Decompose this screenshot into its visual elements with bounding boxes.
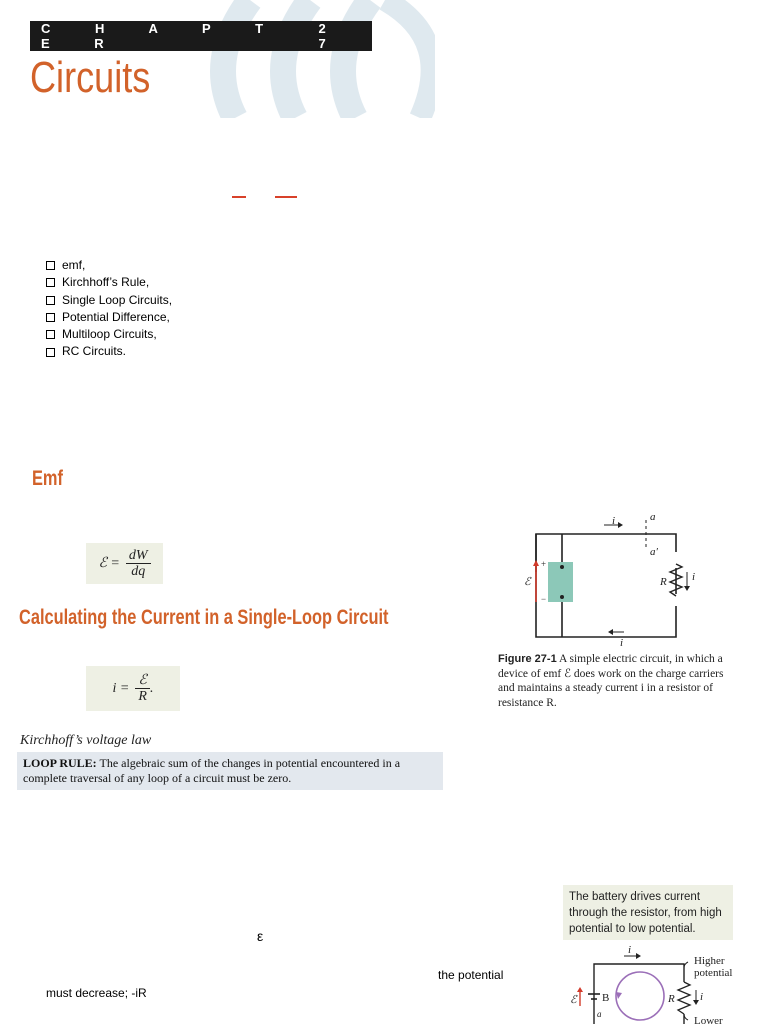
figure-label: Figure 27-1 [498, 653, 557, 665]
chapter-label: C H A P T E R [41, 21, 284, 51]
loop-circuit-figure [566, 944, 768, 1024]
loop-rule-label: LOOP RULE: [23, 756, 97, 770]
potential-text: the potential [438, 968, 504, 982]
svg-text:a: a [650, 512, 656, 523]
svg-text:Higher: Higher [694, 955, 725, 967]
checkbox-bullet-icon [46, 261, 55, 270]
svg-text:Lower: Lower [694, 1015, 723, 1024]
watermark-arcs [195, 0, 435, 118]
emf-equation: ℰ = $\frac{dW}{dq}$ [86, 543, 163, 584]
current-arrow-icon [636, 953, 641, 959]
battery-callout: The battery drives current through the resistor, from high potential to low potential. [563, 885, 733, 940]
page-title: Circuits [30, 53, 151, 102]
svg-text:+: + [541, 559, 547, 569]
current-arrow-icon [684, 586, 690, 591]
svg-text:i: i [620, 637, 624, 649]
resistor-icon [678, 982, 690, 1014]
svg-text:B: B [602, 992, 610, 1004]
loop-rule-text: The algebraic sum of the changes in potential encountered in a complete traversal of any loop of a circuit must be zero. [23, 756, 401, 785]
current-arrow-icon [608, 629, 613, 635]
svg-text:R: R [660, 576, 667, 588]
emf-heading: Emf [32, 467, 63, 490]
topic-item: Kirchhoff’s Rule, [46, 274, 172, 291]
epsilon-symbol: ε [257, 928, 264, 944]
loop-arrow-icon [616, 972, 664, 1020]
svg-text:ℰ: ℰ [524, 576, 531, 588]
topic-item: emf, [46, 257, 172, 274]
svg-text:i: i [612, 515, 616, 527]
kirchhoff-label: Kirchhoff’s voltage law [20, 733, 152, 748]
svg-text:a: a [597, 1009, 602, 1019]
checkbox-bullet-icon [46, 313, 55, 322]
resistor-icon [670, 552, 682, 606]
svg-text:i: i [628, 944, 632, 956]
topic-item: Single Loop Circuits, [46, 292, 172, 309]
svg-text:potential: potential [694, 967, 733, 979]
checkbox-bullet-icon [46, 348, 55, 357]
svg-text:i: i [700, 991, 704, 1003]
must-decrease-text: must decrease; -iR [46, 986, 147, 1000]
svg-text:ℰ: ℰ [570, 994, 577, 1006]
chapter-banner [30, 21, 372, 51]
svg-text:R: R [668, 993, 675, 1005]
red-dash-1 [232, 196, 246, 198]
checkbox-bullet-icon [46, 296, 55, 305]
checkbox-bullet-icon [46, 330, 55, 339]
topic-item: Potential Difference, [46, 309, 172, 326]
red-dash-2 [275, 196, 297, 198]
topic-item: RC Circuits. [46, 343, 172, 360]
svg-text:−: − [541, 594, 547, 604]
current-arrow-icon [618, 522, 623, 528]
single-loop-heading: Calculating the Current in a Single-Loop Circuit [19, 606, 389, 629]
current-equation: i = $\frac{\text{ℰ}}{R}$ . [86, 666, 180, 711]
loop-rule-box [17, 752, 443, 790]
svg-text:i: i [692, 571, 696, 583]
svg-text:a′: a′ [650, 546, 658, 558]
chapter-number: 2 7 [318, 21, 344, 51]
topic-item: Multiloop Circuits, [46, 326, 172, 343]
figure-27-1-caption: Figure 27-1 A simple electric circuit, in which a device of emf ℰ does work on the charge carriers and maintains a steady current i in a resistor of resistance R. [498, 653, 724, 709]
checkbox-bullet-icon [46, 278, 55, 287]
topics-list [46, 257, 172, 361]
figure-27-1-circuit [520, 512, 700, 652]
